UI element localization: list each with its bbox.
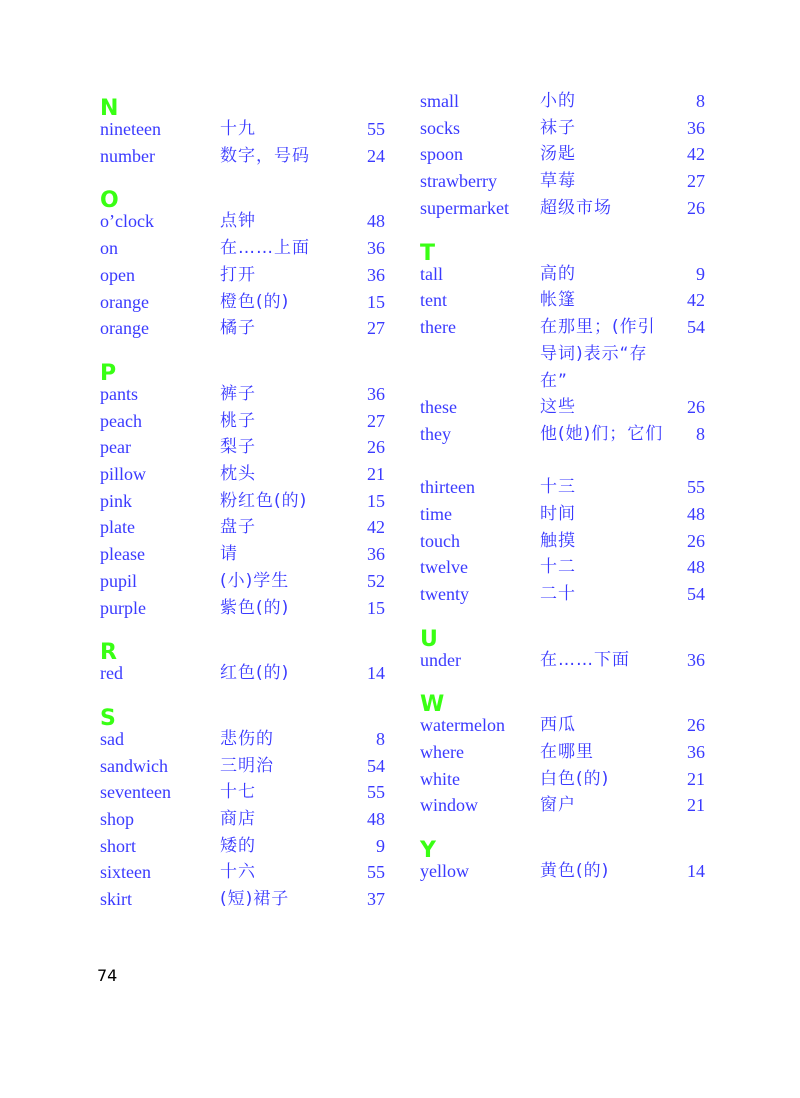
entry-word: watermelon xyxy=(420,715,505,736)
entry-word: seventeen xyxy=(100,782,171,803)
entry-word: pink xyxy=(100,490,133,511)
entry-page: 55 xyxy=(687,477,705,498)
entry-word: shop xyxy=(100,809,135,829)
section-letter-p: P xyxy=(100,360,117,386)
entry-chinese: 十七 xyxy=(220,782,256,803)
entry-chinese: 桃子 xyxy=(220,410,256,431)
entry-page: 36 xyxy=(687,742,705,762)
entry-word: peach xyxy=(100,410,142,431)
entry-word: sad xyxy=(100,728,124,749)
entry-page: 36 xyxy=(367,383,385,404)
entry-word: skirt xyxy=(100,889,133,910)
entry-chinese: 三明治 xyxy=(220,755,274,776)
entry-page: 54 xyxy=(367,755,385,776)
entry-page: 36 xyxy=(367,238,385,259)
entry-word: open xyxy=(100,264,135,285)
entry-chinese: 这些 xyxy=(540,397,576,417)
entry-word: orange xyxy=(100,291,149,312)
entry-chinese: 超级市场 xyxy=(540,197,612,218)
entry-word: pupil xyxy=(100,570,138,591)
entry-word: on xyxy=(100,238,118,259)
entry-word: please xyxy=(100,544,145,565)
entry-chinese: 粉红色(的) xyxy=(220,490,308,511)
entry-page: 54 xyxy=(687,583,705,604)
entry-page: 55 xyxy=(367,782,385,803)
entry-page: 26 xyxy=(687,715,705,736)
entry-page: 24 xyxy=(367,145,385,166)
entry-word: white xyxy=(420,768,460,789)
entry-chinese: 在哪里 xyxy=(540,742,594,762)
entry-page: 9 xyxy=(696,263,705,284)
entry-chinese: 西瓜 xyxy=(540,715,576,736)
entry-chinese: 十三 xyxy=(540,477,576,498)
entry-chinese: 黄色(的) xyxy=(540,861,610,882)
entry-page: 26 xyxy=(687,530,705,551)
entry-word: touch xyxy=(420,530,460,551)
entry-word: yellow xyxy=(420,861,469,882)
entry-chinese: 打开 xyxy=(220,264,256,285)
section-letter-n: N xyxy=(100,96,119,121)
entry-chinese: 触摸 xyxy=(540,530,576,551)
entry-page: 14 xyxy=(367,663,385,684)
entry-chinese: 盘子 xyxy=(220,517,256,538)
entry-chinese: 十九 xyxy=(220,119,256,139)
entry-word: spoon xyxy=(420,144,464,165)
entry-page: 15 xyxy=(367,597,385,618)
entry-page: 42 xyxy=(687,144,705,165)
entry-chinese: 小的 xyxy=(540,91,576,111)
entry-chinese: 草莓 xyxy=(540,171,576,192)
entry-page: 8 xyxy=(696,423,705,444)
entry-chinese: 袜子 xyxy=(540,117,576,138)
entry-page: 15 xyxy=(367,490,385,511)
entry-word: socks xyxy=(420,117,460,138)
entry-page: 48 xyxy=(687,503,705,524)
entry-chinese: 裤子 xyxy=(220,383,256,404)
entry-chinese: 十二 xyxy=(540,557,576,578)
entry-page: 21 xyxy=(687,795,705,816)
section-letter-r: R xyxy=(100,640,117,666)
entry-chinese: 请 xyxy=(220,544,238,565)
entry-word: orange xyxy=(100,318,149,339)
entry-word: pear xyxy=(100,437,131,458)
entry-page: 27 xyxy=(687,171,705,192)
entry-page: 42 xyxy=(687,290,705,311)
entry-page: 52 xyxy=(367,570,385,591)
entry-page: 14 xyxy=(687,861,705,882)
entry-word: short xyxy=(100,835,136,856)
entry-chinese: 十六 xyxy=(220,862,256,883)
entry-chinese: 点钟 xyxy=(220,211,256,232)
entry-word: window xyxy=(420,795,478,816)
section-letter-u: U xyxy=(420,626,438,652)
entry-word: tall xyxy=(420,263,443,284)
entry-word: nineteen xyxy=(100,119,161,139)
entry-page: 55 xyxy=(367,862,385,883)
entry-page: 37 xyxy=(367,889,385,910)
entry-page: 27 xyxy=(367,410,385,431)
entry-chinese: 窗户 xyxy=(540,795,576,816)
entry-word: red xyxy=(100,663,123,684)
entry-word: there xyxy=(420,316,456,337)
entry-word: purple xyxy=(100,597,146,618)
entry-word: these xyxy=(420,397,457,417)
entry-chinese: 红色(的) xyxy=(220,663,290,684)
entry-page: 27 xyxy=(367,318,385,339)
entry-word: thirteen xyxy=(420,477,475,498)
entry-word: twenty xyxy=(420,583,469,604)
entry-word: small xyxy=(420,91,459,111)
entry-word: sandwich xyxy=(100,755,168,776)
entry-chinese: 帐篷 xyxy=(540,290,576,311)
entry-chinese: 在……下面 xyxy=(540,649,630,670)
entry-page: 36 xyxy=(687,649,705,670)
entry-word: under xyxy=(420,649,461,670)
entry-word: o’clock xyxy=(100,211,154,232)
entry-chinese: 紫色(的) xyxy=(220,597,290,618)
entry-chinese: 橘子 xyxy=(220,318,256,339)
entry-chinese: 白色(的) xyxy=(540,768,610,789)
entry-chinese: 悲伤的 xyxy=(220,728,274,749)
entry-chinese: 在……上面 xyxy=(220,238,310,259)
section-letter-s: S xyxy=(100,705,116,731)
entry-page: 36 xyxy=(687,117,705,138)
entry-chinese: 高的 xyxy=(540,263,576,284)
entry-chinese: 在那里；(作引导词)表示“存在” xyxy=(540,316,656,391)
entry-page: 48 xyxy=(367,809,385,829)
entry-chinese: (短)裙子 xyxy=(220,889,290,910)
entry-chinese: 橙色(的) xyxy=(220,291,290,312)
entry-word: twelve xyxy=(420,557,468,578)
entry-page: 36 xyxy=(367,264,385,285)
page-number: 74 xyxy=(97,966,118,985)
entry-chinese: 汤匙 xyxy=(540,144,576,165)
entry-page: 21 xyxy=(367,464,385,484)
entry-chinese: 时间 xyxy=(540,503,576,524)
entry-word: tent xyxy=(420,290,447,311)
entry-page: 8 xyxy=(376,728,385,749)
section-letter-t: T xyxy=(420,240,436,266)
entry-page: 42 xyxy=(367,517,385,538)
entry-page: 36 xyxy=(367,544,385,565)
entry-chinese: 矮的 xyxy=(220,835,256,856)
section-letter-y: Y xyxy=(420,838,436,864)
entry-word: sixteen xyxy=(100,862,151,883)
entry-word: time xyxy=(420,503,452,524)
entry-page: 15 xyxy=(367,291,385,312)
section-letter-o: O xyxy=(100,188,119,214)
entry-page: 8 xyxy=(696,91,705,111)
entry-word: supermarket xyxy=(420,197,509,218)
entry-page: 26 xyxy=(687,197,705,218)
entry-word: strawberry xyxy=(420,171,497,192)
entry-page: 26 xyxy=(687,397,705,417)
entry-page: 21 xyxy=(687,768,705,789)
entry-page: 48 xyxy=(687,557,705,578)
entry-page: 54 xyxy=(687,316,705,337)
entry-page: 9 xyxy=(376,835,385,856)
entry-word: where xyxy=(420,742,464,762)
entry-word: pants xyxy=(100,383,138,404)
entry-word: plate xyxy=(100,517,135,538)
entry-page: 55 xyxy=(367,119,385,139)
entry-word: pillow xyxy=(100,464,147,484)
entry-chinese: 数字，号码 xyxy=(220,145,310,166)
entry-chinese: (小)学生 xyxy=(220,570,290,591)
entry-chinese: 枕头 xyxy=(220,464,256,484)
entry-chinese: 他(她)们；它们 xyxy=(540,423,664,444)
entry-page: 48 xyxy=(367,211,385,232)
entry-chinese: 梨子 xyxy=(220,437,256,458)
entry-chinese: 商店 xyxy=(220,809,256,829)
entry-page: 26 xyxy=(367,437,385,458)
entry-word: number xyxy=(100,145,155,166)
entry-word: they xyxy=(420,423,451,444)
entry-chinese: 二十 xyxy=(540,583,576,604)
section-letter-w: W xyxy=(420,692,445,718)
